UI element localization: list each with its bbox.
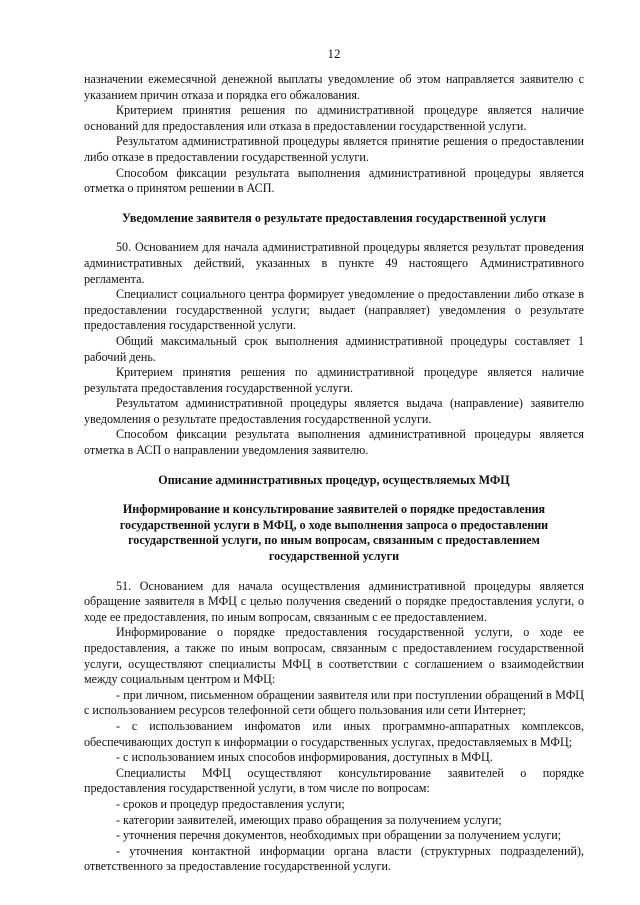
paragraph-specialist: Специалист социального центра формирует уведомление о предоставлении либо отказе в предоставлении государственной услуги; выдает (направляет) уведомления о результате предоставления государственной услуги. (84, 287, 584, 333)
page-number: 12 (327, 46, 341, 61)
paragraph-consulting: Специалисты МФЦ осуществляют консультирование заявителей о порядке предоставления государственной услуги, в том числе по вопросам: (84, 765, 584, 796)
paragraph-result: Результатом административной процедуры является принятие решения о предоставлении либо отказе в предоставлении государственной услуги. (84, 134, 584, 164)
list-item-personal: - при личном, письменном обращении заявителя или при поступлении обращений в МФЦ с использованием ресурсов телефонной сети общего пользования или сети Интернет; (84, 687, 584, 718)
list-item-documents: - уточнения перечня документов, необходимых при обращении за получением услуги; (116, 828, 562, 843)
section-heading-mfc: Описание административных процедур, осуществляемых МФЦ (158, 472, 510, 487)
paragraph-criterion-2: Критерием принятия решения по административной процедуре является наличие результата предоставления государственной услуги. (84, 365, 584, 395)
paragraph-informing: Информирование о порядке предоставления государственной услуги, о ходе ее предоставления, а также по иным вопросам, связанным с предоставлением государственной услуги, осуществляют специалисты МФЦ в соответствии с соглашением о взаимодействии между социальным центром и МФЦ: (84, 625, 584, 687)
paragraph-51: 51. Основанием для начала осуществления административной процедуры является обращение заявителя в МФЦ с целью получения сведений о порядке предоставления услуги, о ходе ее предоставления, по иным вопросам, связанным с ее предоставлением. (84, 578, 584, 624)
paragraph-result-2: Результатом административной процедуры является выдача (направление) заявителю уведомления о результате предоставления государственной услуги. (84, 396, 584, 426)
paragraph-continuation: назначении ежемесячной денежной выплаты уведомление об этом направляется заявителю с указанием причин отказа и порядка его обжалования. (84, 72, 584, 102)
paragraph-fixation: Способом фиксации результата выполнения административной процедуры является отметка о принятом решении в АСП. (84, 165, 584, 196)
paragraph-fixation-2: Способом фиксации результата выполнения административной процедуры является отметка в АСП о направлении уведомления заявителю. (84, 427, 584, 458)
list-item-infomats: - с использованием инфоматов или иных программно-аппаратных комплексов, обеспечивающих доступ к информации о государственных услугах, предоставляемых в МФЦ; (84, 718, 584, 749)
section-heading-notification: Уведомление заявителя о результате предоставления государственной услуги (121, 210, 546, 225)
paragraph-50: 50. Основанием для начала административной процедуры является результат проведения административных действий, указанных в пункте 49 настоящего Административного регламента. (84, 240, 584, 286)
list-item-contacts: - уточнения контактной информации органа власти (структурных подразделений), ответственного за предоставление государственной услуги. (84, 843, 584, 874)
list-item-categories: - категории заявителей, имеющих право обращения за получением услуги; (116, 812, 502, 827)
list-item-other-ways: - с использованием иных способов информирования, доступных в МФЦ. (116, 750, 493, 765)
subsection-heading-informing: Информирование и консультирование заявителей о порядке предоставления государственной услуги в МФЦ, о ходе выполнения запроса о предоставлении государственной услуги, по иным вопросам, связанным с предоставлением государственной услуги (119, 502, 549, 564)
paragraph-criterion: Критерием принятия решения по административной процедуре является наличие оснований для предоставления или отказа в предоставлении государственной услуги. (84, 103, 584, 133)
list-item-terms: - сроков и процедур предоставления услуги; (116, 796, 345, 811)
paragraph-deadline: Общий максимальный срок выполнения административной процедуры составляет 1 рабочий день. (84, 333, 584, 364)
